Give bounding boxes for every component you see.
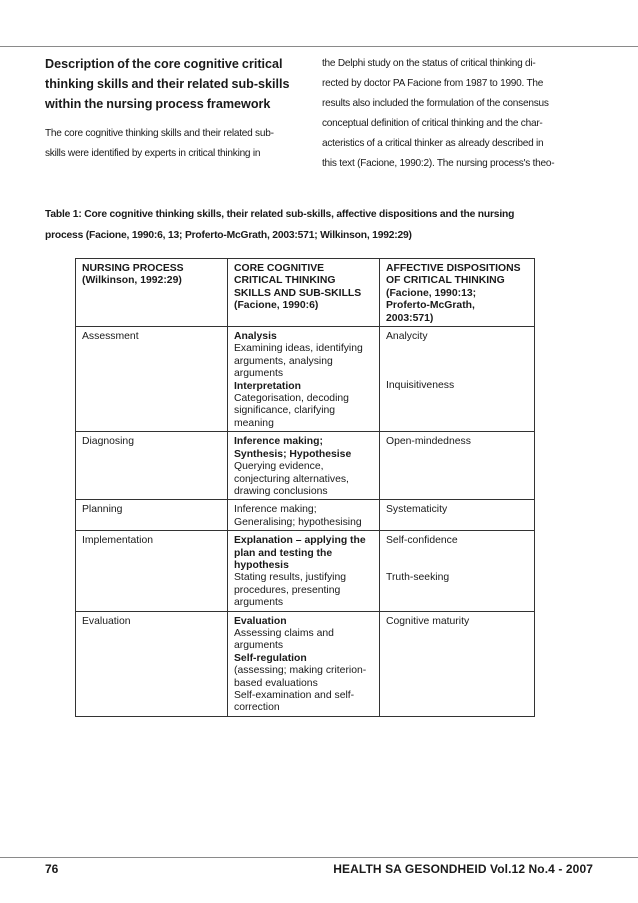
header-core-cognitive [228, 259, 380, 327]
process-cell: Evaluation [76, 611, 228, 716]
header-line: 2003:571) [386, 312, 434, 324]
skills-cell [228, 327, 380, 432]
skill-line: based evaluations [234, 677, 318, 689]
heading-line: thinking skills and their related sub-skills [45, 77, 290, 91]
skill-line: Self-examination and self- [234, 690, 355, 701]
skills-cell [228, 531, 380, 611]
spacer [386, 548, 529, 572]
skill-line: arguments [234, 597, 284, 609]
disposition-self-confidence: Self-confidence [386, 535, 458, 547]
text-line: skills were identified by experts in critical thinking in [45, 148, 261, 159]
header-line: SKILLS AND SUB-SKILLS [234, 287, 362, 299]
skill-line: significance, clarifying [234, 405, 336, 417]
skill-line: Inference making; [234, 504, 317, 516]
skill-heading: Interpretation [234, 380, 301, 392]
process-cell: Planning [76, 500, 228, 531]
disposition-truth-seeking: Truth-seeking [386, 571, 450, 583]
left-paragraph [45, 124, 295, 164]
skill-line: Generalising; hypothesising [234, 516, 362, 528]
skill-line: Assessing claims and [234, 627, 334, 639]
text-line: this text (Facione, 1990:2). The nursing process's theo- [322, 158, 555, 169]
skill-line: Stating results, justifying [234, 572, 347, 584]
disposition-cell [380, 500, 535, 531]
skill-line: arguments [234, 640, 284, 652]
skill-line: arguments, analysing [234, 355, 333, 367]
disposition-cell [380, 531, 535, 611]
disposition-cell [380, 327, 535, 432]
text-line: conceptual definition of critical thinking and the char- [322, 118, 543, 129]
disposition-analycity: Analycity [386, 331, 428, 343]
skill-line: Querying evidence, [234, 461, 324, 473]
table-row [76, 611, 535, 716]
text-line: the Delphi study on the status of critical thinking di- [322, 58, 536, 69]
top-rule [0, 46, 638, 47]
bottom-rule [0, 857, 638, 858]
right-paragraph [322, 54, 574, 174]
right-column [322, 54, 574, 174]
skill-line: correction [234, 702, 280, 714]
header-line: NURSING PROCESS [82, 263, 184, 274]
skills-cell [228, 500, 380, 531]
caption-line: Table 1: Core cognitive thinking skills, their related sub-skills, affective dispositions and the nursing [45, 209, 515, 220]
skill-line: procedures, presenting [234, 584, 341, 596]
disposition-open-mindedness: Open-mindedness [386, 436, 471, 448]
skill-line: Examining ideas, identifying [234, 343, 363, 355]
header-nursing-process [76, 259, 228, 327]
skills-cell [228, 432, 380, 500]
skill-heading: Inference making; [234, 436, 323, 448]
skill-line: conjecturing alternatives, [234, 473, 349, 485]
skill-heading: Evaluation [234, 615, 287, 627]
header-line: Proferto-McGrath, [386, 300, 475, 312]
skill-line: drawing conclusions [234, 485, 328, 497]
skill-heading: Self-regulation [234, 652, 307, 664]
disposition-cell [380, 611, 535, 716]
header-line: AFFECTIVE DISPOSITIONS [386, 263, 521, 274]
caption-line: process (Facione, 1990:6, 13; Proferto-McGrath, 2003:571; Wilkinson, 1992:29) [45, 230, 412, 241]
table-caption [45, 204, 593, 246]
disposition-systematicity: Systematicity [386, 504, 448, 516]
header-affective [380, 259, 535, 327]
header-line: (Facione, 1990:6) [234, 300, 319, 312]
process-cell: Assessment [76, 327, 228, 432]
heading-line: Description of the core cognitive critical [45, 57, 283, 71]
text-line: acteristics of a critical thinker as already described in [322, 138, 544, 149]
text-line: rected by doctor PA Facione from 1987 to 1990. The [322, 78, 544, 89]
skill-line: Categorisation, decoding [234, 393, 349, 405]
table-row [76, 500, 535, 531]
disposition-cell [380, 432, 535, 500]
skill-heading: Analysis [234, 331, 277, 343]
left-column [45, 54, 295, 164]
table-row [76, 327, 535, 432]
spacer [386, 343, 529, 380]
process-cell: Implementation [76, 531, 228, 611]
table-row [76, 531, 535, 611]
skill-heading: Explanation – applying the [234, 535, 366, 547]
skill-heading: plan and testing the [234, 547, 333, 559]
header-line: (Facione, 1990:13; [386, 287, 477, 299]
skills-cell [228, 611, 380, 716]
table-header-row [76, 259, 535, 327]
process-cell: Diagnosing [76, 432, 228, 500]
disposition-cognitive-maturity: Cognitive maturity [386, 615, 470, 627]
header-line: (Wilkinson, 1992:29) [82, 275, 182, 287]
disposition-inquisitiveness: Inquisitiveness [386, 380, 455, 392]
journal-footer: HEALTH SA GESONDHEID Vol.12 No.4 - 2007 [333, 862, 593, 876]
table-row [76, 432, 535, 500]
skill-heading: Synthesis; Hypothesise [234, 448, 352, 460]
text-line: The core cognitive thinking skills and their related sub- [45, 128, 274, 139]
skill-line: arguments [234, 368, 284, 380]
text-line: results also included the formulation of the consensus [322, 98, 549, 109]
header-line: CRITICAL THINKING [234, 275, 336, 287]
core-skills-table [75, 258, 535, 717]
header-line: CORE COGNITIVE [234, 263, 325, 274]
skill-line: meaning [234, 417, 274, 429]
section-heading [45, 54, 295, 114]
skill-line: (assessing; making criterion- [234, 665, 367, 677]
page-number: 76 [45, 862, 59, 876]
skill-heading: hypothesis [234, 559, 289, 571]
heading-line: within the nursing process framework [45, 97, 271, 111]
header-line: OF CRITICAL THINKING [386, 275, 505, 287]
